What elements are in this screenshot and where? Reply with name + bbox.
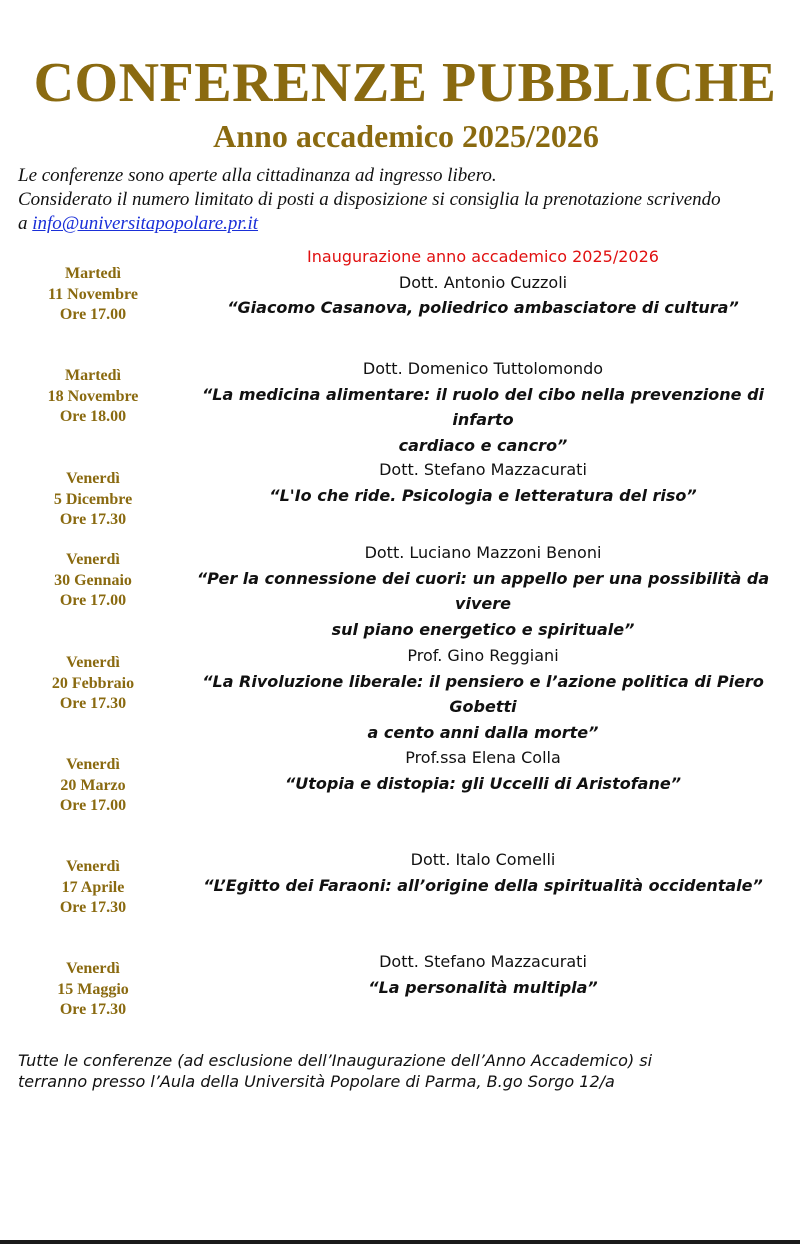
- conference-time: Ore 17.30: [59, 899, 127, 916]
- intro-line-3: [18, 212, 793, 236]
- conference-speaker: Dott. Domenico Tuttolomondo: [362, 359, 604, 378]
- conference-title-line-1: “Per la connessione dei cuori: un appello per una possibilità da vivere: [196, 568, 770, 613]
- conference-title-line-2: sul piano energetico e spirituale”: [331, 619, 635, 639]
- conference-date-text: 20 Marzo: [60, 776, 126, 794]
- page-title: CONFERENZE PUBBLICHE: [33, 52, 777, 114]
- conference-title-line-1: “La medicina alimentare: il ruolo del cibo nella prevenzione di infarto: [201, 384, 765, 429]
- conference-details: [178, 244, 788, 321]
- conference-date: [22, 857, 164, 919]
- conference-date-text: 17 Aprile: [61, 878, 125, 896]
- conference-time: Ore 17.30: [59, 695, 127, 712]
- conference-date: [22, 755, 164, 817]
- conference-speaker: Dott. Stefano Mazzacurati: [379, 952, 587, 971]
- conference-title-line-2: a cento anni dalla morte”: [367, 722, 599, 742]
- intro-text: [18, 164, 793, 236]
- conference-date-text: 15 Maggio: [57, 980, 129, 998]
- conference-day: Venerdì: [66, 858, 120, 875]
- conference-speaker: Dott. Antonio Cuzzoli: [398, 272, 568, 292]
- conference-speaker: Dott. Italo Comelli: [410, 850, 556, 869]
- conference-day: Venerdì: [66, 756, 120, 773]
- conference-time: Ore 17.30: [59, 1001, 127, 1018]
- conference-day: Martedì: [65, 265, 121, 282]
- conference-time: Ore 17.00: [59, 306, 127, 323]
- conference-time: Ore 18.00: [59, 408, 127, 425]
- intro-line-3-prefix: a: [18, 213, 33, 234]
- conference-date-text: 18 Novembre: [47, 387, 139, 405]
- intro-line-2: Considerato il numero limitato di posti a disposizione si consiglia la prenotazione scrivendo: [18, 189, 721, 210]
- conference-day: Martedì: [65, 367, 121, 384]
- conference-details: [178, 847, 788, 898]
- conference-date: [22, 366, 164, 428]
- conference-date: [22, 959, 164, 1021]
- conference-speaker: Prof.ssa Elena Colla: [405, 748, 561, 767]
- conference-speaker: Dott. Stefano Mazzacurati: [379, 460, 587, 479]
- conference-date-text: 30 Gennaio: [54, 571, 132, 589]
- conference-day: Venerdì: [66, 654, 120, 671]
- conference-details: [178, 949, 788, 1000]
- conference-title: “L’Egitto dei Faraoni: all’origine della spiritualità occidentale”: [203, 875, 763, 895]
- conference-details: [178, 356, 788, 458]
- conference-date: [22, 469, 164, 531]
- venue-note-line-2: terranno presso l’Aula della Università Popolare di Parma, B.go Sorgo 12/a: [18, 1072, 615, 1091]
- conference-date-text: 5 Dicembre: [53, 490, 133, 508]
- conference-date-text: 11 Novembre: [48, 285, 138, 303]
- intro-line-1: Le conferenze sono aperte alla cittadinanza ad ingresso libero.: [18, 165, 497, 186]
- conference-date-text: 20 Febbraio: [51, 674, 135, 692]
- conference-details: [178, 457, 788, 508]
- conference-speaker: Dott. Luciano Mazzoni Benoni: [364, 543, 602, 562]
- conference-day: Venerdì: [66, 551, 120, 568]
- conference-day: Venerdì: [66, 960, 120, 977]
- conference-details: [178, 540, 788, 642]
- conference-speaker: Prof. Gino Reggiani: [407, 646, 559, 665]
- venue-note-line-1: Tutte le conferenze (ad esclusione dell’Inaugurazione dell’Anno Accademico) si: [18, 1051, 653, 1070]
- inauguration-label: Inaugurazione anno accademico 2025/2026: [307, 247, 659, 266]
- conference-title-line-1: “La Rivoluzione liberale: il pensiero e l’azione politica di Piero Gobetti: [202, 671, 764, 716]
- conference-title: “L'Io che ride. Psicologia e letteratura del riso”: [269, 485, 697, 505]
- conference-title: “La personalità multipla”: [368, 977, 598, 997]
- conference-title: “Giacomo Casanova, poliedrico ambasciatore di cultura”: [227, 298, 739, 317]
- conference-details: [178, 643, 788, 745]
- conference-time: Ore 17.00: [59, 592, 127, 609]
- conference-title: “Utopia e distopia: gli Uccelli di Aristofane”: [284, 773, 682, 793]
- conference-date: [22, 264, 164, 326]
- email-link[interactable]: info@universitapopolare.pr.it: [32, 213, 259, 234]
- conference-day: Venerdì: [66, 470, 120, 487]
- venue-note: [18, 1050, 798, 1092]
- bottom-divider: [0, 1240, 800, 1244]
- conference-date: [22, 653, 164, 715]
- conference-date: [22, 550, 164, 612]
- conference-title-line-2: cardiaco e cancro”: [398, 435, 568, 455]
- conference-time: Ore 17.30: [59, 511, 127, 528]
- academic-year-subtitle: Anno accademico 2025/2026: [213, 118, 599, 154]
- conference-time: Ore 17.00: [59, 797, 127, 814]
- conference-details: [178, 745, 788, 796]
